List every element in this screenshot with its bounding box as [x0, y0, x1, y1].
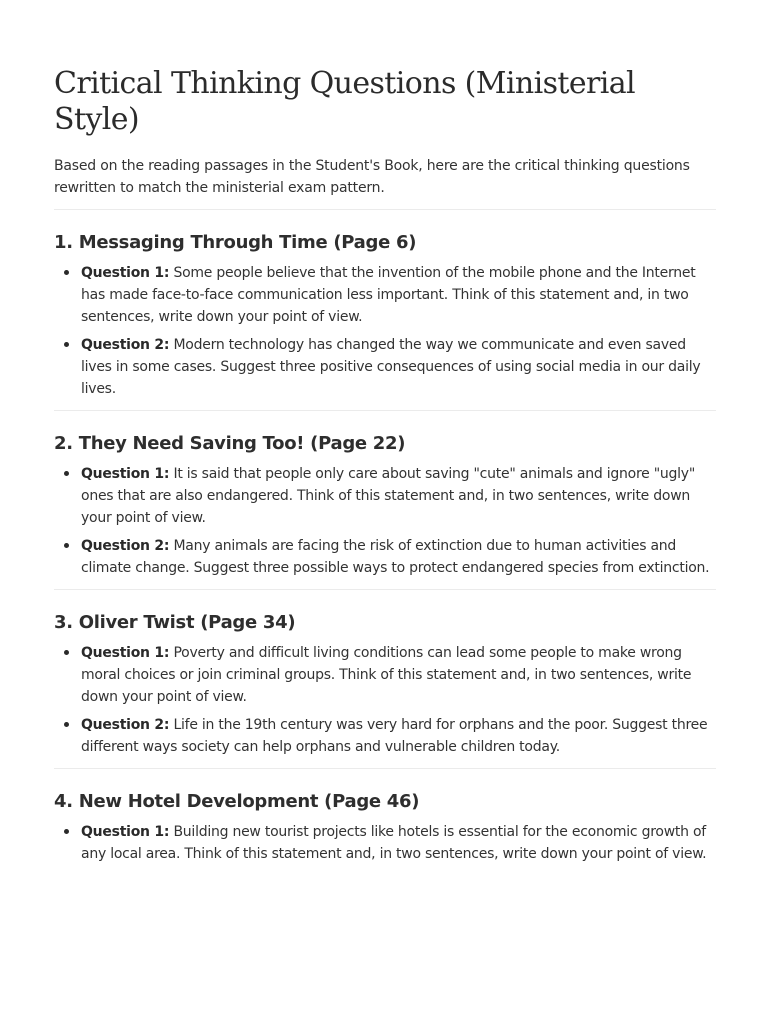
question-text: Poverty and difficult living conditions can lead some people to make wrong moral choices or join criminal groups. Think of this statement and, in two sentences, write down your point of view. — [81, 645, 692, 705]
question-item — [54, 535, 716, 579]
section-heading: 4. New Hotel Development (Page 46) — [54, 791, 420, 812]
section-heading: 3. Oliver Twist (Page 34) — [54, 612, 296, 633]
section-heading: 2. They Need Saving Too! (Page 22) — [54, 433, 406, 454]
bullet-icon — [64, 650, 69, 655]
question-item — [54, 821, 716, 865]
question-text: Many animals are facing the risk of extinction due to human activities and climate change. Suggest three possible ways to protect endangered species from extinction. — [81, 538, 710, 576]
question-list — [54, 642, 716, 758]
question-text: Building new tourist projects like hotels is essential for the economic growth of any local area. Think of this statement and, in two sentences, write down your point of view. — [81, 824, 707, 862]
question-item — [54, 714, 716, 758]
section-heading: 1. Messaging Through Time (Page 6) — [54, 232, 417, 253]
question-list — [54, 262, 716, 400]
question-label: Question 1: — [81, 466, 170, 482]
intro-paragraph: Based on the reading passages in the Student's Book, here are the critical thinking questions rewritten to match the ministerial exam pattern. — [54, 158, 690, 196]
question-list — [54, 463, 716, 579]
bullet-icon — [64, 270, 69, 275]
question-text: Life in the 19th century was very hard for orphans and the poor. Suggest three different ways society can help orphans and vulnerable children today. — [81, 717, 708, 755]
section-new-hotel-development — [54, 769, 716, 865]
bullet-icon — [64, 829, 69, 834]
question-item — [54, 463, 716, 529]
question-item — [54, 642, 716, 708]
section-messaging-through-time — [54, 210, 716, 411]
question-text: Some people believe that the invention of the mobile phone and the Internet has made face-to-face communication less important. Think of this statement and, in two sentences, write down your point of view. — [81, 265, 696, 325]
question-item — [54, 262, 716, 328]
question-item — [54, 334, 716, 400]
question-label: Question 2: — [81, 717, 170, 733]
question-list — [54, 821, 716, 865]
question-label: Question 1: — [81, 824, 170, 840]
bullet-icon — [64, 471, 69, 476]
question-label: Question 2: — [81, 538, 170, 554]
document-page — [54, 66, 716, 865]
section-they-need-saving-too — [54, 411, 716, 590]
question-text: Modern technology has changed the way we communicate and even saved lives in some cases. Suggest three positive consequences of using social media in our daily lives. — [81, 337, 701, 397]
bullet-icon — [64, 543, 69, 548]
bullet-icon — [64, 722, 69, 727]
question-label: Question 1: — [81, 265, 170, 281]
bullet-icon — [64, 342, 69, 347]
page-title: Critical Thinking Questions (Ministerial Style) — [54, 66, 636, 137]
section-oliver-twist — [54, 590, 716, 769]
question-label: Question 1: — [81, 645, 170, 661]
question-label: Question 2: — [81, 337, 170, 353]
question-text: It is said that people only care about saving "cute" animals and ignore "ugly" ones that are also endangered. Think of this statement and, in two sentences, write down your point of view. — [81, 466, 696, 526]
